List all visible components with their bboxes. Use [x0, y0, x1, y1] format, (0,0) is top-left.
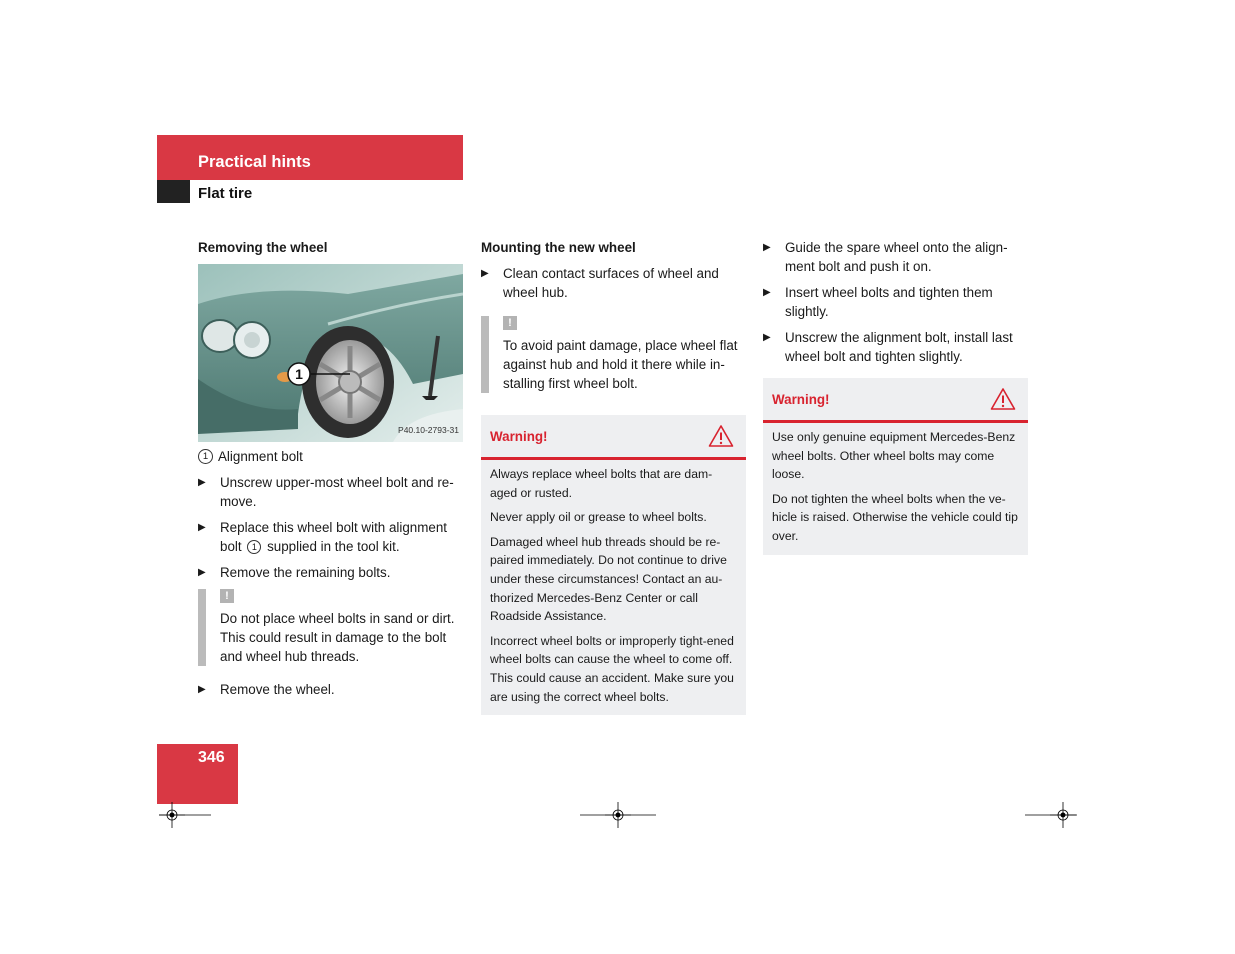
bullet-arrow-icon: ▶ — [198, 684, 206, 695]
bullet-arrow-icon: ▶ — [763, 332, 771, 343]
step-item — [763, 328, 1028, 366]
wheel-photo — [198, 264, 463, 442]
warning-triangle-icon — [708, 424, 734, 448]
warning-box — [481, 415, 746, 715]
warning-box — [763, 378, 1028, 555]
warning-paragraph: Use only genuine equipment Mercedes-Benz wheel bolts. Other wheel bolts may come loose. — [772, 430, 1016, 482]
exclamation-icon: ! — [503, 316, 517, 330]
notice-text: To avoid paint damage, place wheel flat against hub and hold it there while in-stalling first wheel bolt. — [503, 338, 738, 391]
bullet-arrow-icon: ▶ — [481, 268, 489, 279]
section-heading: Removing the wheel — [198, 240, 328, 255]
column-mounting-wheel — [481, 238, 746, 715]
step-text: Remove the remaining bolts. — [220, 565, 391, 580]
step-item — [198, 473, 464, 511]
caption-text: Alignment bolt — [218, 449, 303, 464]
page-number: 346 — [198, 749, 225, 766]
warning-paragraph: Do not tighten the wheel bolts when the ve-hicle is raised. Otherwise the vehicle could tip over. — [772, 491, 1018, 543]
warning-paragraph: Incorrect wheel bolts or improperly tight-ened wheel bolts can cause the wheel to come off. This could cause an accident. Make sure you are using the correct wheel bolts. — [490, 633, 734, 704]
step-item — [763, 238, 1028, 276]
step-text: Guide the spare wheel onto the align-ment bolt and push it on. — [785, 240, 1008, 274]
warning-paragraph: Never apply oil or grease to wheel bolts. — [490, 510, 707, 525]
step-item — [198, 680, 464, 699]
warning-header — [481, 415, 746, 460]
warning-paragraph: Always replace wheel bolts that are dam-aged or rusted. — [490, 467, 713, 500]
callout-number: 1 — [198, 449, 213, 464]
alignment-bolt-callout: 1 — [295, 366, 303, 382]
photo-reference-code: P40.10-2793-31 — [398, 425, 459, 435]
callout-number: 1 — [247, 540, 261, 554]
crop-line — [580, 814, 656, 816]
warning-paragraph: Damaged wheel hub threads should be re-paired immediately. Do not continue to drive under these circumstances! Contact an au-thorized Mercedes-Benz Center or call Roadside Assistance. — [490, 534, 727, 624]
bullet-arrow-icon: ▶ — [198, 567, 206, 578]
bullet-arrow-icon: ▶ — [198, 477, 206, 488]
column-removing-wheel — [198, 238, 464, 706]
step-text: supplied in the tool kit. — [267, 539, 400, 554]
step-text: Clean contact surfaces of wheel and wheel hub. — [503, 266, 719, 300]
photo-caption — [198, 447, 464, 466]
step-text: Unscrew the alignment bolt, install last wheel bolt and tighten slightly. — [785, 330, 1013, 364]
warning-label: Warning! — [772, 391, 830, 407]
notice-box — [481, 316, 746, 393]
exclamation-icon: ! — [220, 589, 234, 603]
step-text: Insert wheel bolts and tighten them slightly. — [785, 285, 993, 319]
chapter-title: Practical hints — [198, 153, 311, 171]
section-marker — [157, 180, 190, 203]
crop-line — [159, 814, 211, 816]
bullet-arrow-icon: ▶ — [198, 522, 206, 533]
section-heading: Mounting the new wheel — [481, 240, 636, 255]
warning-body — [763, 423, 1028, 555]
step-item — [763, 283, 1028, 321]
bullet-arrow-icon: ▶ — [763, 242, 771, 253]
notice-box — [198, 589, 464, 666]
warning-triangle-icon — [990, 387, 1016, 411]
warning-header — [763, 378, 1028, 423]
step-text: Replace this wheel bolt with alignment bolt — [220, 520, 448, 554]
bullet-arrow-icon: ▶ — [763, 287, 771, 298]
step-item — [198, 518, 464, 556]
column-continued-steps — [763, 238, 1028, 555]
step-text: Unscrew upper-most wheel bolt and re-move. — [220, 475, 454, 509]
crop-line — [1025, 814, 1077, 816]
step-text: Remove the wheel. — [220, 682, 335, 697]
section-title: Flat tire — [198, 185, 253, 202]
notice-text: Do not place wheel bolts in sand or dirt. This could result in damage to the bolt and wheel hub threads. — [220, 611, 455, 664]
warning-label: Warning! — [490, 428, 548, 444]
warning-body — [481, 460, 746, 715]
step-item — [198, 563, 464, 582]
step-item — [481, 264, 746, 302]
